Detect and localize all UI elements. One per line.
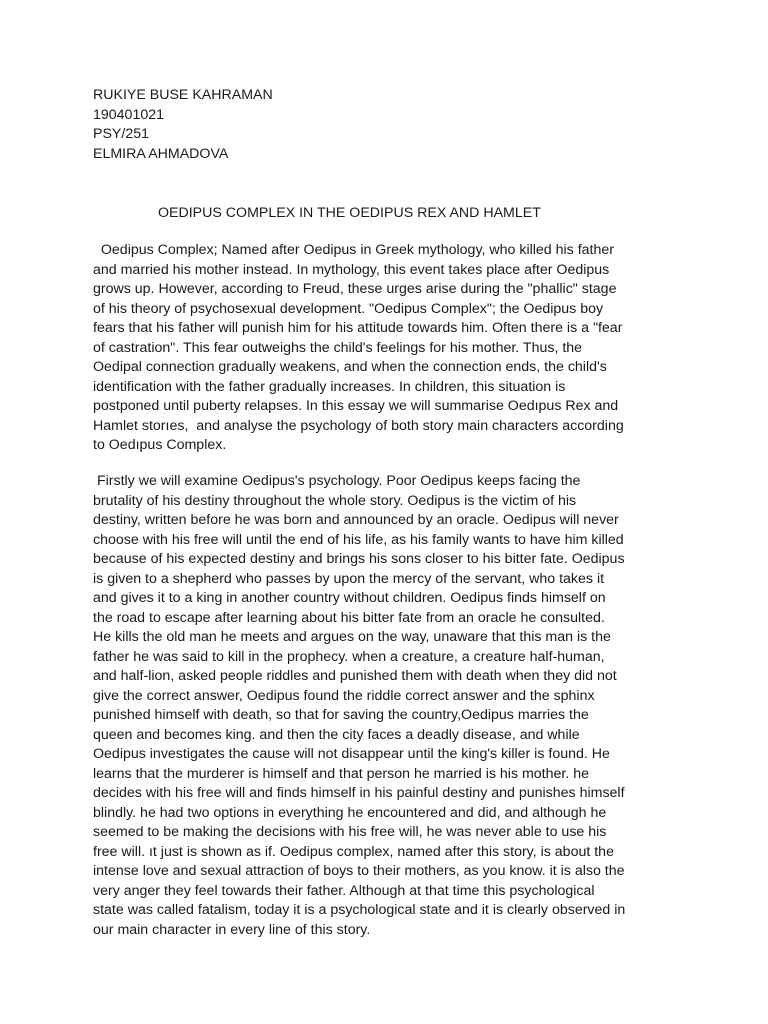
text-line: seemed to be making the decisions with his free will, he was never able to use his [93,824,607,840]
text-line: state was called fatalism, today it is a psychological state and it is clearly observed in [93,902,626,918]
text-line: very anger they feel towards their father. Although at that time this psychological [93,882,595,899]
text-line: He kills the old man he meets and argues on the way, unaware that this man is the [93,629,611,645]
text-line: Oedipus investigates the cause will not disappear until the king's killer is found. He [93,746,610,762]
author-name: RUKIYE BUSE KAHRAMAN [93,87,273,103]
text-line: and married his mother instead. In mythology, this event takes place after Oedipus [93,261,610,278]
document-header [93,86,273,164]
text-line: blindly. he had two options in everything he encountered and did, and although he [93,804,607,821]
text-line: identification with the father gradually increases. In children, this situation is [93,378,566,395]
paragraph-introduction [93,241,624,456]
text-line: our main character in every line of this story. [93,921,371,938]
text-line: give the correct answer, Oedipus found the riddle correct answer and the sphinx [93,687,595,704]
text-line: punished himself with death, so that for saving the country,Oedipus marries the [93,707,589,723]
course-code: PSY/251 [93,126,150,142]
student-id: 190401021 [93,106,165,123]
text-line: postponed until puberty relapses. In this essay we will summarise Oedıpus Rex and [93,398,619,414]
text-line: Oedipus Complex; Named after Oedipus in Greek mythology, who killed his father [93,242,614,258]
text-line: father he was said to kill in the prophecy. when a creature, a creature half-human, [93,648,605,665]
text-line: intense love and sexual attraction of boys to their mothers, as you know. it is also the [93,863,625,879]
text-line: destiny, written before he was born and announced by an oracle. Oedipus will never [93,512,619,528]
text-line: to Oedıpus Complex. [93,437,227,453]
text-line: and half-lion, asked people riddles and punished them with death when they did not [93,668,617,684]
text-line: and gives it to a king in another country without children. Oedipus finds himself on [93,590,606,606]
text-line: of castration". This fear outweighs the child's feelings for his mother. Thus, the [93,339,583,356]
text-line: brutality of his destiny throughout the whole story. Oedipus is the victim of his [93,492,577,509]
text-line: decides with his free will and finds himself in his painful destiny and punishes himself [93,785,625,801]
paragraph-oedipus-analysis [93,472,625,940]
instructor-name: ELMIRA AHMADOVA [93,145,229,162]
text-line: grows up. However, according to Freud, these urges arise during the "phallic" stage [93,281,617,297]
text-line: fears that his father will punish him for his attitude towards him. Often there is a "fear [93,320,623,336]
text-line: the road to escape after learning about his bitter fate from an oracle he consulted. [93,609,605,626]
text-line: Hamlet storıes, and analyse the psychology of both story main characters according [93,417,624,434]
text-line: because of his expected destiny and brings his sons closer to his bitter fate. Oedipus [93,551,625,567]
text-line: of his theory of psychosexual development. "Oedipus Complex"; the Oedipus boy [93,300,604,317]
essay-title: OEDIPUS COMPLEX IN THE OEDIPUS REX AND HAMLET [158,205,541,221]
text-line: is given to a shepherd who passes by upon the mercy of the servant, who takes it [93,570,605,587]
text-line: learns that the murderer is himself and that person he married is his mother. he [93,765,590,782]
text-line: choose with his free will until the end of his life, as his family wants to have him killed [93,531,624,548]
text-line: free will. ıt just is shown as if. Oedipus complex, named after this story, is about the [93,843,614,860]
text-line: Firstly we will examine Oedipus's psychology. Poor Oedipus keeps facing the [93,473,581,489]
text-line: Oedipal connection gradually weakens, and when the connection ends, the child's [93,359,607,375]
text-line: queen and becomes king. and then the city faces a deadly disease, and while [93,726,580,743]
